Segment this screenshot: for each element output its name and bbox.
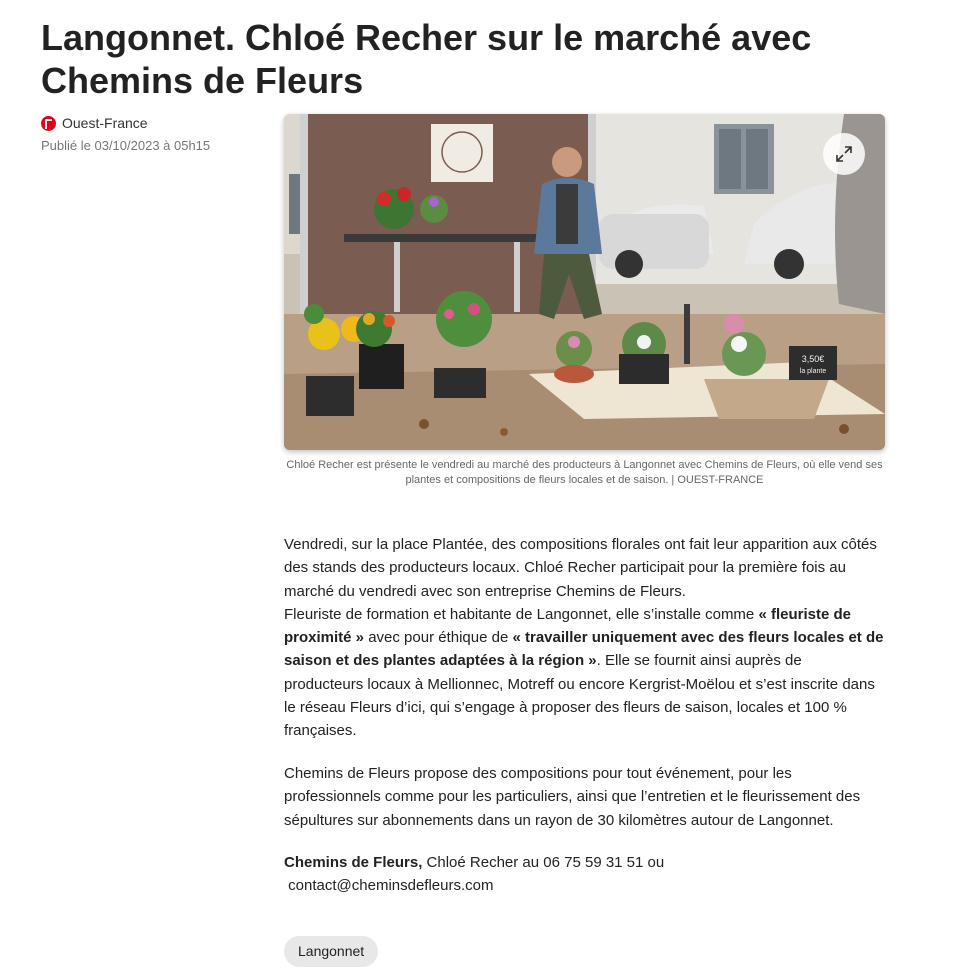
quote-fleuriste: « fleuriste de proximité »: [284, 605, 851, 647]
expand-icon: [835, 145, 853, 163]
article-paragraph-2: Chemins de Fleurs propose des compositions pour tout événement, pour les professionnels comme pour les particuliers, ainsi que l’entretien et le fleurissement des sépultures sur abonnements dans un rayon de 30 kilomètres autour de Langonnet.: [284, 765, 861, 829]
paragraph-1-part-d: . Elle se fournit ainsi auprès de producteurs locaux à Mellionnec, Motreff ou encore Kergrist-Moëlou et s’est inscrite dans le réseau Fleurs d’ici, qui s’engage à proposer des fleurs de saison, locales et 100 % françaises.: [284, 652, 875, 740]
paragraph-1-intro: Vendredi, sur la place Plantée, des compositions florales ont fait leur apparition aux côtés des stands des producteurs locaux. Chloé Recher participait pour la première fois au marché du vendredi avec son entreprise Chemins de Fleurs.: [284, 536, 877, 600]
price-sign-subtext: la plante: [799, 368, 827, 375]
article-paragraph-1: [284, 533, 884, 743]
tag-langonnet[interactable]: Langonnet: [284, 936, 378, 967]
contact-business-name: Chemins de Fleurs,: [284, 854, 423, 871]
paragraph-1-part-c: avec pour éthique de: [364, 629, 513, 647]
source-name[interactable]: Ouest-France: [62, 115, 148, 131]
image-caption: Chloé Recher est présente le vendredi au marché des producteurs à Langonnet avec Chemins de Fleurs, où elle vend ses plantes et compositions de fleurs locales et de saison. | OUEST-FRANCE: [286, 459, 883, 486]
paragraph-1-part-b: Fleuriste de formation et habitante de Langonnet, elle s’installe comme: [284, 605, 759, 623]
ouest-france-logo-icon: [41, 116, 56, 131]
article-contact: [284, 851, 884, 898]
source-line: [41, 115, 148, 131]
quote-ethique: « travailler uniquement avec des fleurs locales et de saison et des plantes adaptées à la région »: [284, 629, 884, 670]
article-title: Langonnet. Chloé Recher sur le marché avec Chemins de Fleurs: [41, 17, 812, 101]
price-sign-text: 3,50€: [801, 354, 825, 364]
article-photo[interactable]: [284, 114, 885, 450]
published-date: Publié le 03/10/2023 à 05h15: [41, 138, 211, 153]
contact-phone-text: Chloé Recher au 06 75 59 31 51 ou: [422, 854, 665, 871]
contact-email[interactable]: contact@cheminsdefleurs.com: [288, 877, 494, 895]
expand-image-button[interactable]: [823, 133, 865, 175]
